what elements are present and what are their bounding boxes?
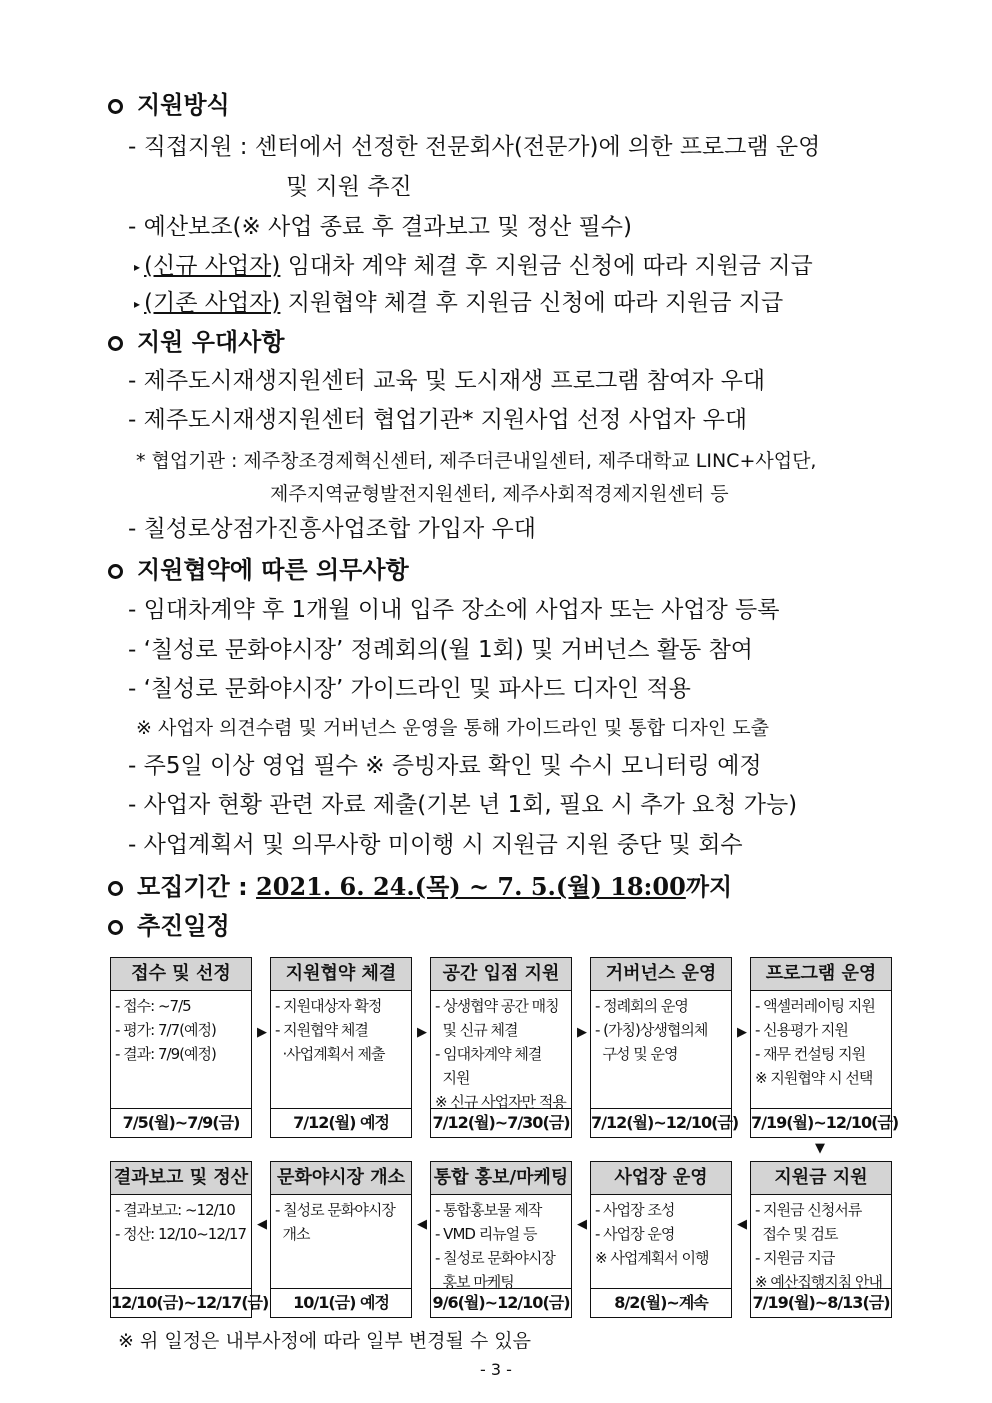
schedule-step-report: 결과보고 및 정산 - 결과보고: ~12/10 - 정산: 12/10~12/17 12/10(금)~12/17(금): [110, 1161, 252, 1318]
obligation-item-1: - 임대차계약 후 1개월 이내 입주 장소에 사업자 또는 사업장 등록: [128, 597, 780, 623]
circle-bullet-icon: [108, 564, 123, 579]
preference-footnote: * 협업기관 : 제주창조경제혁신센터, 제주더큰내일센터, 제주대학교 LINC+사업단,: [136, 450, 817, 472]
schedule-step-marketing: 통합 홍보/마케팅 - 통합홍보물 제작 - VMD 리뉴얼 등 - 칠성로 문화야시장 홍보 마케팅 9/6(월)~12/10(금): [430, 1161, 572, 1318]
triangle-bullet-icon: ▸: [134, 260, 141, 274]
circle-bullet-icon: [108, 336, 123, 351]
obligation-item-6: - 사업계획서 및 의무사항 미이행 시 지원금 지원 중단 및 회수: [128, 832, 743, 858]
arrow-right-icon: ▶: [257, 1025, 267, 1040]
circle-bullet-icon: [108, 881, 123, 896]
schedule-note: ※ 위 일정은 내부사정에 따라 일부 변경될 수 있음: [118, 1330, 531, 1352]
arrow-left-icon: ◀: [737, 1217, 747, 1232]
obligation-note: ※ 사업자 의견수렴 및 거버넌스 운영을 통해 가이드라인 및 통합 디자인 도출: [136, 717, 769, 739]
triangle-bullet-icon: ▸: [134, 297, 141, 311]
schedule-step-space: 공간 입점 지원 - 상생협약 공간 매칭 및 신규 체결 - 임대차계약 체결 지원 ※ 신규 사업자만 적용 7/12(월)~7/30(금): [430, 957, 572, 1138]
preference-item-3: - 칠성로상점가진흥사업조합 가입자 우대: [128, 516, 536, 542]
support-method-budget: - 예산보조(※ 사업 종료 후 결과보고 및 정산 필수): [128, 214, 632, 240]
section-heading-preferences: 지원 우대사항: [108, 327, 284, 357]
preference-item-2: - 제주도시재생지원센터 협업기관* 지원사업 선정 사업자 우대: [128, 407, 748, 433]
arrow-left-icon: ◀: [417, 1217, 427, 1232]
preference-footnote-cont: 제주지역균형발전지원센터, 제주사회적경제지원센터 등: [270, 483, 729, 505]
arrow-right-icon: ▶: [577, 1025, 587, 1040]
section-heading-obligations: 지원협약에 따른 의무사항: [108, 555, 409, 585]
arrow-right-icon: ▶: [417, 1025, 427, 1040]
recruitment-period: 2021. 6. 24.(목) ~ 7. 5.(월) 18:00: [256, 872, 686, 901]
support-method-new-operator: ▸ (신규 사업자) 임대차 계약 체결 후 지원금 신청에 따라 지원금 지급: [134, 253, 813, 279]
obligation-item-5: - 사업자 현황 관련 자료 제출(기본 년 1회, 필요 시 추가 요청 가능): [128, 792, 798, 818]
page-number: - 3 -: [480, 1360, 512, 1379]
arrow-down-icon: ▼: [815, 1141, 825, 1156]
arrow-left-icon: ◀: [257, 1217, 267, 1232]
section-heading-support-method: 지원방식: [108, 90, 230, 120]
circle-bullet-icon: [108, 99, 123, 114]
support-method-direct-cont: 및 지원 추진: [286, 174, 412, 200]
schedule-step-operation: 사업장 운영 - 사업장 조성 - 사업장 운영 ※ 사업계획서 이행 8/2(월)~계속: [590, 1161, 732, 1318]
obligation-item-3: - ‘칠성로 문화야시장’ 가이드라인 및 파사드 디자인 적용: [128, 676, 691, 702]
schedule-step-program: 프로그램 운영 - 액셀러레이팅 지원 - 신용평가 지원 - 재무 컨설팅 지원 ※ 지원협약 시 선택 7/19(월)~12/10(금): [750, 957, 892, 1138]
arrow-left-icon: ◀: [577, 1217, 587, 1232]
section-heading-recruitment-period: 모집기간 : 2021. 6. 24.(목) ~ 7. 5.(월) 18:00까지: [108, 872, 732, 902]
schedule-step-governance: 거버넌스 운영 - 정례회의 운영 - (가칭)상생협의체 구성 및 운영 7/12(월)~12/10(금): [590, 957, 732, 1138]
circle-bullet-icon: [108, 920, 123, 935]
schedule-step-opening: 문화야시장 개소 - 칠성로 문화야시장 개소 10/1(금) 예정: [270, 1161, 412, 1318]
section-heading-schedule: 추진일정: [108, 911, 230, 941]
support-method-direct: - 직접지원 : 센터에서 선정한 전문회사(전문가)에 의한 프로그램 운영: [128, 134, 821, 160]
schedule-step-funding: 지원금 지원 - 지원금 신청서류 접수 및 검토 - 지원금 지급 ※ 예산집행지침 안내 7/19(월)~8/13(금): [750, 1161, 892, 1318]
schedule-step-selection: 접수 및 선정 - 접수: ~7/5 - 평가: 7/7(예정) - 결과: 7/9(예정) 7/5(월)~7/9(금): [110, 957, 252, 1138]
obligation-item-4: - 주5일 이상 영업 필수 ※ 증빙자료 확인 및 수시 모니터링 예정: [128, 753, 762, 779]
arrow-right-icon: ▶: [737, 1025, 747, 1040]
schedule-step-agreement: 지원협약 체결 - 지원대상자 확정 - 지원협약 체결 ·사업계획서 제출 7/12(월) 예정: [270, 957, 412, 1138]
preference-item-1: - 제주도시재생지원센터 교육 및 도시재생 프로그램 참여자 우대: [128, 368, 766, 394]
obligation-item-2: - ‘칠성로 문화야시장’ 정례회의(월 1회) 및 거버넌스 활동 참여: [128, 637, 754, 663]
support-method-existing-operator: ▸ (기존 사업자) 지원협약 체결 후 지원금 신청에 따라 지원금 지급: [134, 290, 784, 316]
